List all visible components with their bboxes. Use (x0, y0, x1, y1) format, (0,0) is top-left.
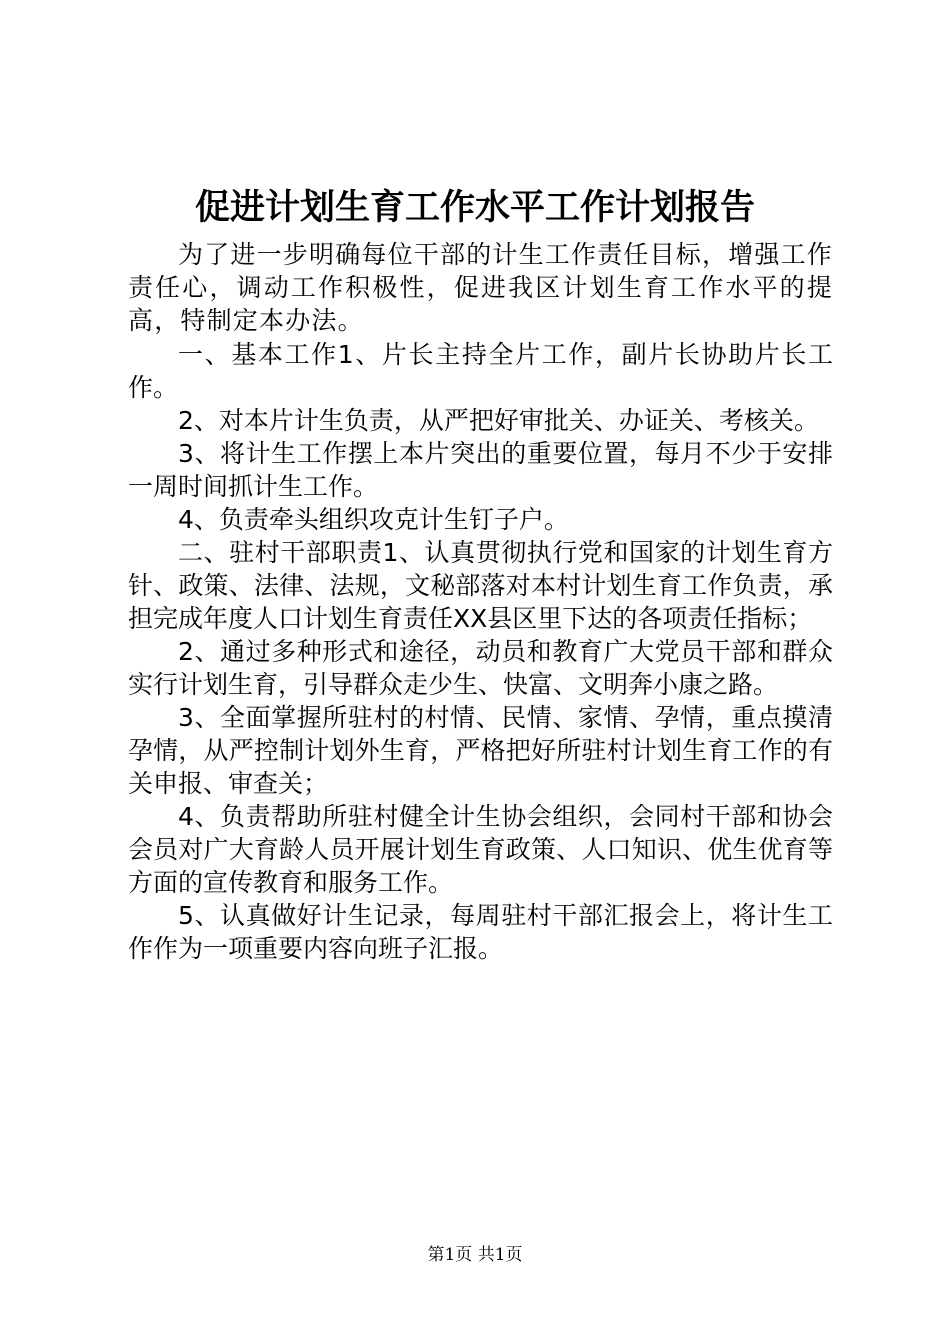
paragraph-village-duty-5: 5、认真做好计生记录，每周驻村干部汇报会上，将计生工作作为一项重要内容向班子汇报。 (128, 901, 833, 963)
paragraph-village-duty-4: 4、负责帮助所驻村健全计生协会组织，会同村干部和协会会员对广大育龄人员开展计划生育政策、人口知识、优生优育等方面的宣传教育和服务工作。 (128, 802, 833, 897)
paragraph-basic-work-3: 3、将计生工作摆上本片突出的重要位置，每月不少于安排一周时间抓计生工作。 (128, 439, 833, 501)
paragraph-basic-work-1: 一、基本工作1、片长主持全片工作，副片长协助片长工作。 (128, 340, 833, 402)
paragraph-village-duty-3: 3、全面掌握所驻村的村情、民情、家情、孕情，重点摸清孕情，从严控制计划外生育，严格把好所驻村计划生育工作的有关申报、审查关； (128, 703, 833, 798)
paragraph-basic-work-4: 4、负责牵头组织攻克计生钉子户。 (178, 505, 569, 534)
paragraph-village-duty-2: 2、通过多种形式和途径，动员和教育广大党员干部和群众实行计划生育，引导群众走少生、快富、文明奔小康之路。 (128, 637, 833, 699)
document-title: 促进计划生育工作水平工作计划报告 (194, 187, 755, 228)
document-body (128, 238, 833, 965)
paragraph-basic-work-2: 2、对本片计生负责，从严把好审批关、办证关、考核关。 (178, 406, 819, 435)
intro-paragraph: 为了进一步明确每位干部的计生工作责任目标，增强工作责任心，调动工作积极性，促进我区计划生育工作水平的提高，特制定本办法。 (128, 240, 834, 335)
page-footer: 第1页 共1页 (427, 1245, 523, 1265)
paragraph-village-duty-1: 二、驻村干部职责1、认真贯彻执行党和国家的计划生育方针、政策、法律、法规，文秘部落对本村计划生育工作负责，承担完成年度人口计划生育责任XX县区里下达的各项责任指标； (128, 538, 833, 633)
